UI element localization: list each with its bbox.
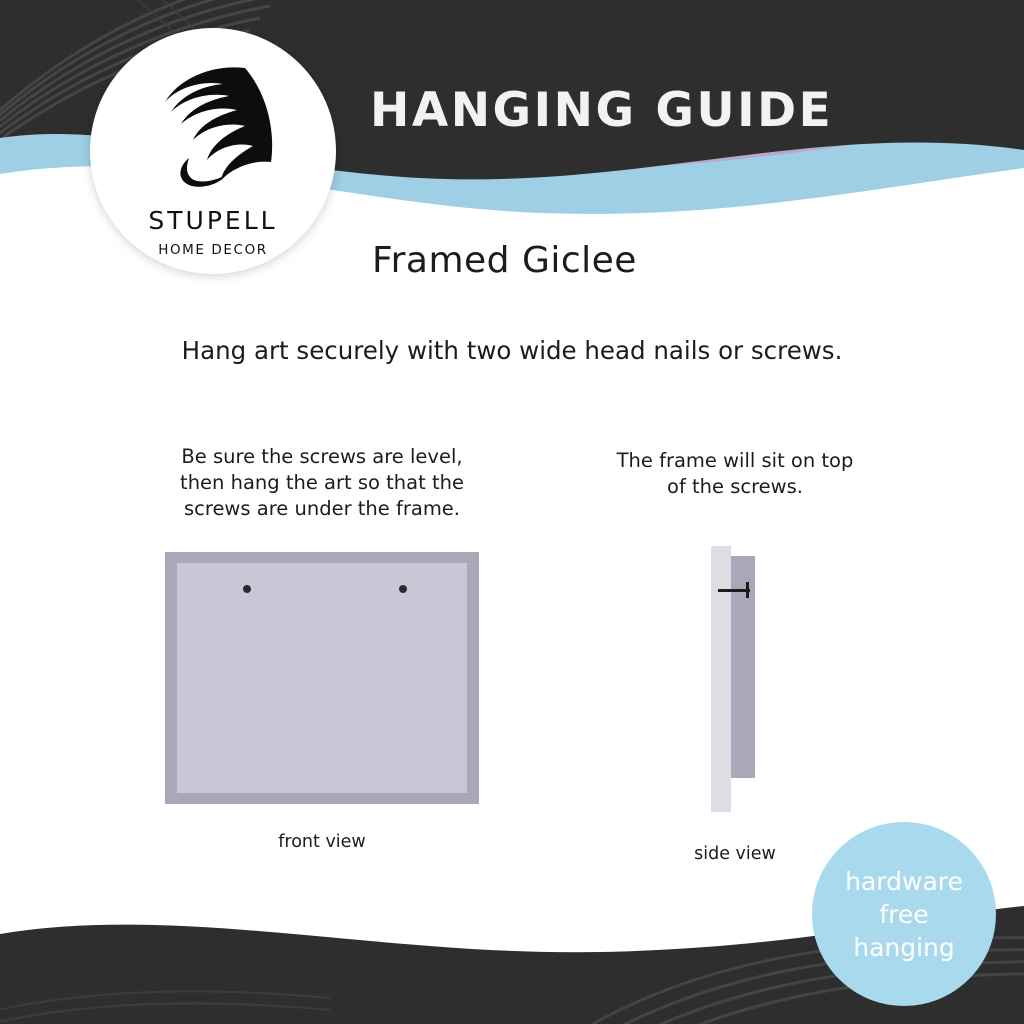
front-view-frame-diagram — [165, 552, 479, 804]
badge-line-2: free — [879, 899, 929, 929]
badge-line-3: hanging — [853, 932, 955, 962]
product-type: Framed Giclee — [372, 240, 637, 281]
side-view-label: side view — [694, 844, 776, 864]
side-view-wall — [711, 546, 731, 812]
side-view-screw-head-icon — [746, 582, 749, 598]
side-view-caption — [578, 448, 892, 500]
side-view-caption-line1: The frame will sit on top — [616, 449, 854, 472]
brand-tagline: HOME DECOR — [158, 242, 268, 258]
page-title: HANGING GUIDE — [370, 83, 834, 139]
screw-dot-right-icon — [399, 585, 407, 593]
front-view-caption — [150, 444, 494, 522]
brand-logo — [90, 28, 336, 274]
hardware-free-hanging-badge — [812, 822, 996, 1006]
lead-instruction: Hang art securely with two wide head nails or screws. — [181, 336, 843, 365]
front-view-caption-line3: screws are under the frame. — [183, 497, 461, 520]
front-view-label: front view — [278, 832, 366, 852]
front-view-caption-line2: then hang the art so that the — [180, 471, 464, 494]
side-view-caption-line2: of the screws. — [667, 475, 803, 498]
screw-dot-left-icon — [243, 585, 251, 593]
badge-line-1: hardware — [845, 866, 963, 896]
brand-name: STUPELL — [148, 206, 278, 235]
front-view-art-surface — [177, 563, 467, 793]
front-view-caption-line1: Be sure the screws are level, — [181, 445, 463, 468]
stupell-swirl-logo-icon — [143, 62, 283, 194]
